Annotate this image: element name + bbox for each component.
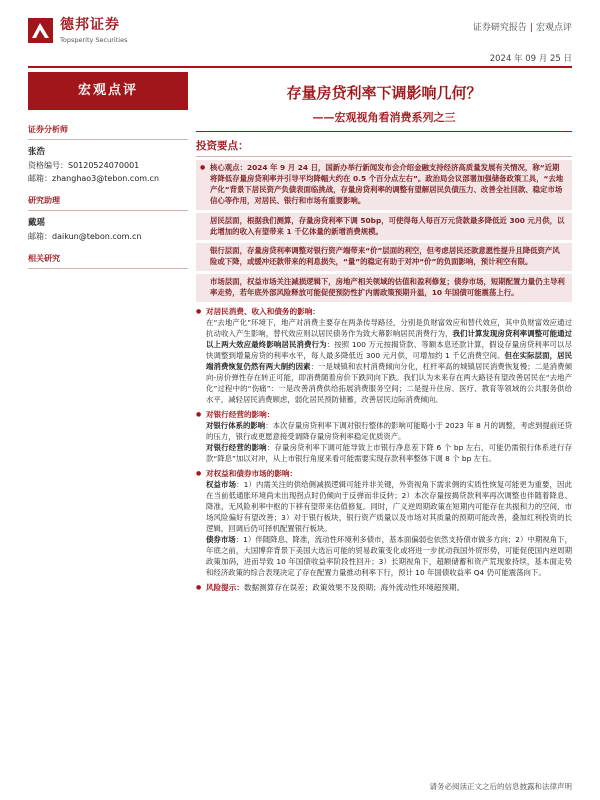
section-heading-consumption: ● 对居民消费、收入和债务的影响： (196, 306, 572, 317)
paragraph-emphasis: 权益市场 (206, 480, 237, 490)
risk-warning (196, 582, 572, 593)
category-band: 宏观点评 (28, 72, 188, 110)
report-date: 2024 年 09 月 25 日 (489, 54, 572, 64)
summary-box-bank: 银行层面，存量房贷利率调整对银行资产端带来“价”层面的利空，但考虑居民还款意愿性提升且降低资产风险或下降，或缓冲还款带来的利息损失，“量”的稳定有助于对冲“价”的负面影响，预计利空有限。 (196, 243, 572, 271)
brand-name (60, 14, 127, 44)
paragraph-text: ：存量房贷利率下调可能导致上市银行净息差下降 6 个 bp 左右，可能仍需银行体系进行存款“降息”加以对冲，从上市银行角度来看可能需要实现存款利率整体下调 8 个 bp 左右。 (206, 443, 572, 464)
analyst-email[interactable]: 邮箱：zhanghao3@tebon.com.cn (28, 174, 160, 183)
risk-label: 风险提示： (206, 583, 244, 593)
summary-box-market: 市场层面，权益市场关注减损逻辑下，房地产相关领域的估值和盈利修复；债券市场，短期配置力量仍主导利率走势，若年底外部风险释放可能促使预防性扩内需政策预期升温，10 年国债可能震荡上行。 (196, 274, 572, 302)
section-heading-bank: ● 对银行经营的影响： (196, 409, 572, 420)
section-heading-markets: ● 对权益和债券市场的影响： (196, 468, 572, 479)
brand-name-cn: 德邦证券 (60, 17, 120, 33)
related-research-heading: 相关研究 (28, 253, 188, 269)
risk-text: 数据测算存在误差；政策效果不及预期；海外流动性环境超预期。 (243, 583, 465, 593)
paragraph-text: ：本次存量房贷利率下调对银行整体的影响可能略小于 2023 年 8 月的调整，考虑到提前还贷的压力，银行或更愿意接受调降存量房贷利率稳定优质资产。 (206, 421, 572, 442)
analyst-heading: 证券分析师 (28, 124, 188, 140)
section-paragraph (196, 479, 572, 534)
section-paragraph (196, 534, 572, 578)
report-title: 存量房贷利率下调影响几何？ (286, 84, 482, 102)
section-paragraph (196, 420, 572, 442)
paragraph-emphasis: 对银行体系的影响 (206, 421, 266, 431)
paragraph-text: ：一是城镇和农村消费倾向分化，杠杆率高的城镇居民消费恢复慢；二是消费倾向-房价弹性存在转正可能，即消费随着房价下跌同向下跌。我们认为未来存在两大路径有望改善居民在“去地产化”过程中的“伤痛”：一是改善消费供给拓展消费服务空间；二是提升住房、医疗、教育等领域的公共服务供给水平，减轻居民消费顾虑，弱化居民预防储蓄，改善居民边际消费倾向。 (206, 362, 572, 405)
section-paragraph (196, 317, 572, 405)
paragraph-text: ：按照 100 万元按揭贷款、等额本息还款计算，假设存量房贷利率可以尽快调整到增量房贷的利率水平，每人最多降低近 300 元月供，可增加约 1 千亿消费空间。 (206, 340, 572, 361)
key-points-heading: 投资要点： (196, 138, 572, 157)
paragraph-text: ：1）伴随降息、降准，流动性环境利多债市，基本面偏弱也依然支持债市做多方向；2）中期视角下，年底之前，大国博弈背景下美国大选后可能的贸易政策变化或将进一步扰动我国外贸形势，可能促使国内逆周期政策加码，进而导致 10 年国债收益率阶段性回升；3）长期视角下，超额储蓄和资产荒现象持续，基本面走势和经济政策的综合表现决定了存在配置力量推动利率下行，预计 10 年国债收益率 Q4 仍可能震荡向下。 (206, 535, 572, 578)
paragraph-text: ：1）内需关注的供给侧减损逻辑可能并非关键，外资视角下需求侧的实质性恢复可能更为重要，因此在当前低通胀环境尚未出现拐点时仍倾向于反弹而非反转；2）本次存量按揭贷款利率再次调整也伴随着降息、降准，无风险利率中枢的下移有望带来估值修复。同时，广义逆周期政策在短期内可能存在共振和力的空间，市场风险偏好有望改善；3）对于银行板块，银行资产质量以及市场对其质量的预期可能改善，叠加红利投资的长逻辑，回调后仍可择机配置银行板块。 (206, 480, 572, 534)
analyst-cert: 资格编号：S0120524070001 (28, 161, 140, 170)
assistant-email[interactable]: 邮箱：daikun@tebon.com.cn (28, 232, 142, 241)
summary-box-household: 居民层面，根据我们测算，存量房贷利率下调 50bp，可使得每人每百万元贷款最多降低近 300 元月供，以此增加的收入有望带来 1 千亿体量的新增消费规模。 (196, 213, 572, 241)
section-paragraph (196, 442, 572, 464)
paragraph-emphasis: 债券市场 (206, 535, 236, 545)
main-content (196, 72, 572, 593)
header-separator: | (529, 23, 533, 33)
report-subtitle: ——宏观视角看消费系列之三 (312, 111, 456, 124)
analyst-name: 张浩 (28, 147, 46, 157)
summary-box-core: ● 核心观点：2024 年 9 月 24 日，国新办举行新闻发布会介绍金融支持经济高质量发展有关情况，称“近期将降低存量房贷利率并引导平均降幅大约在 0.5 个百分点左右”。政治局会议部署加强储备政策工具，“去地产化”背景下居民资产负债表面临挑战，存量房贷利率的调整有望解居民负债压力、改善全社回款、稳定市场信心等作用，对居民、银行和市场有重要影响。 (196, 160, 572, 210)
assistant-name: 戴瑶 (28, 218, 46, 228)
brand-name-en: Topsperity Securities (60, 36, 128, 44)
title-block (196, 72, 572, 132)
paragraph-emphasis: 对银行经营的影响 (206, 443, 267, 453)
paragraph-emphasis: 我们计算发现房贷利率调整可能通过以上两大效应最终影响居民消费行为 (206, 329, 572, 350)
report-type (473, 20, 572, 33)
report-category-label: 宏观点评 (535, 23, 572, 33)
left-sidebar (28, 72, 188, 274)
paragraph-emphasis: 但在实际层面，居民端消费恢复仍然有两大制约因素 (206, 351, 572, 372)
brand-logo-icon (28, 18, 53, 43)
report-type-label: 证券研究报告 (472, 23, 527, 33)
header-divider (28, 66, 572, 68)
assistant-heading: 研究助理 (28, 195, 188, 211)
disclaimer-footer: 请务必阅读正文之后的信息披露和法律声明 (429, 782, 572, 791)
paragraph-text: 在“去地产化”环境下，地产对消费主要存在两条传导路径，分别是负财富效应和替代效应，其中负财富效应通过抗动收入产生影响，替代效应则以居民债务作为致大幕影响居民消费行为， (206, 318, 572, 339)
